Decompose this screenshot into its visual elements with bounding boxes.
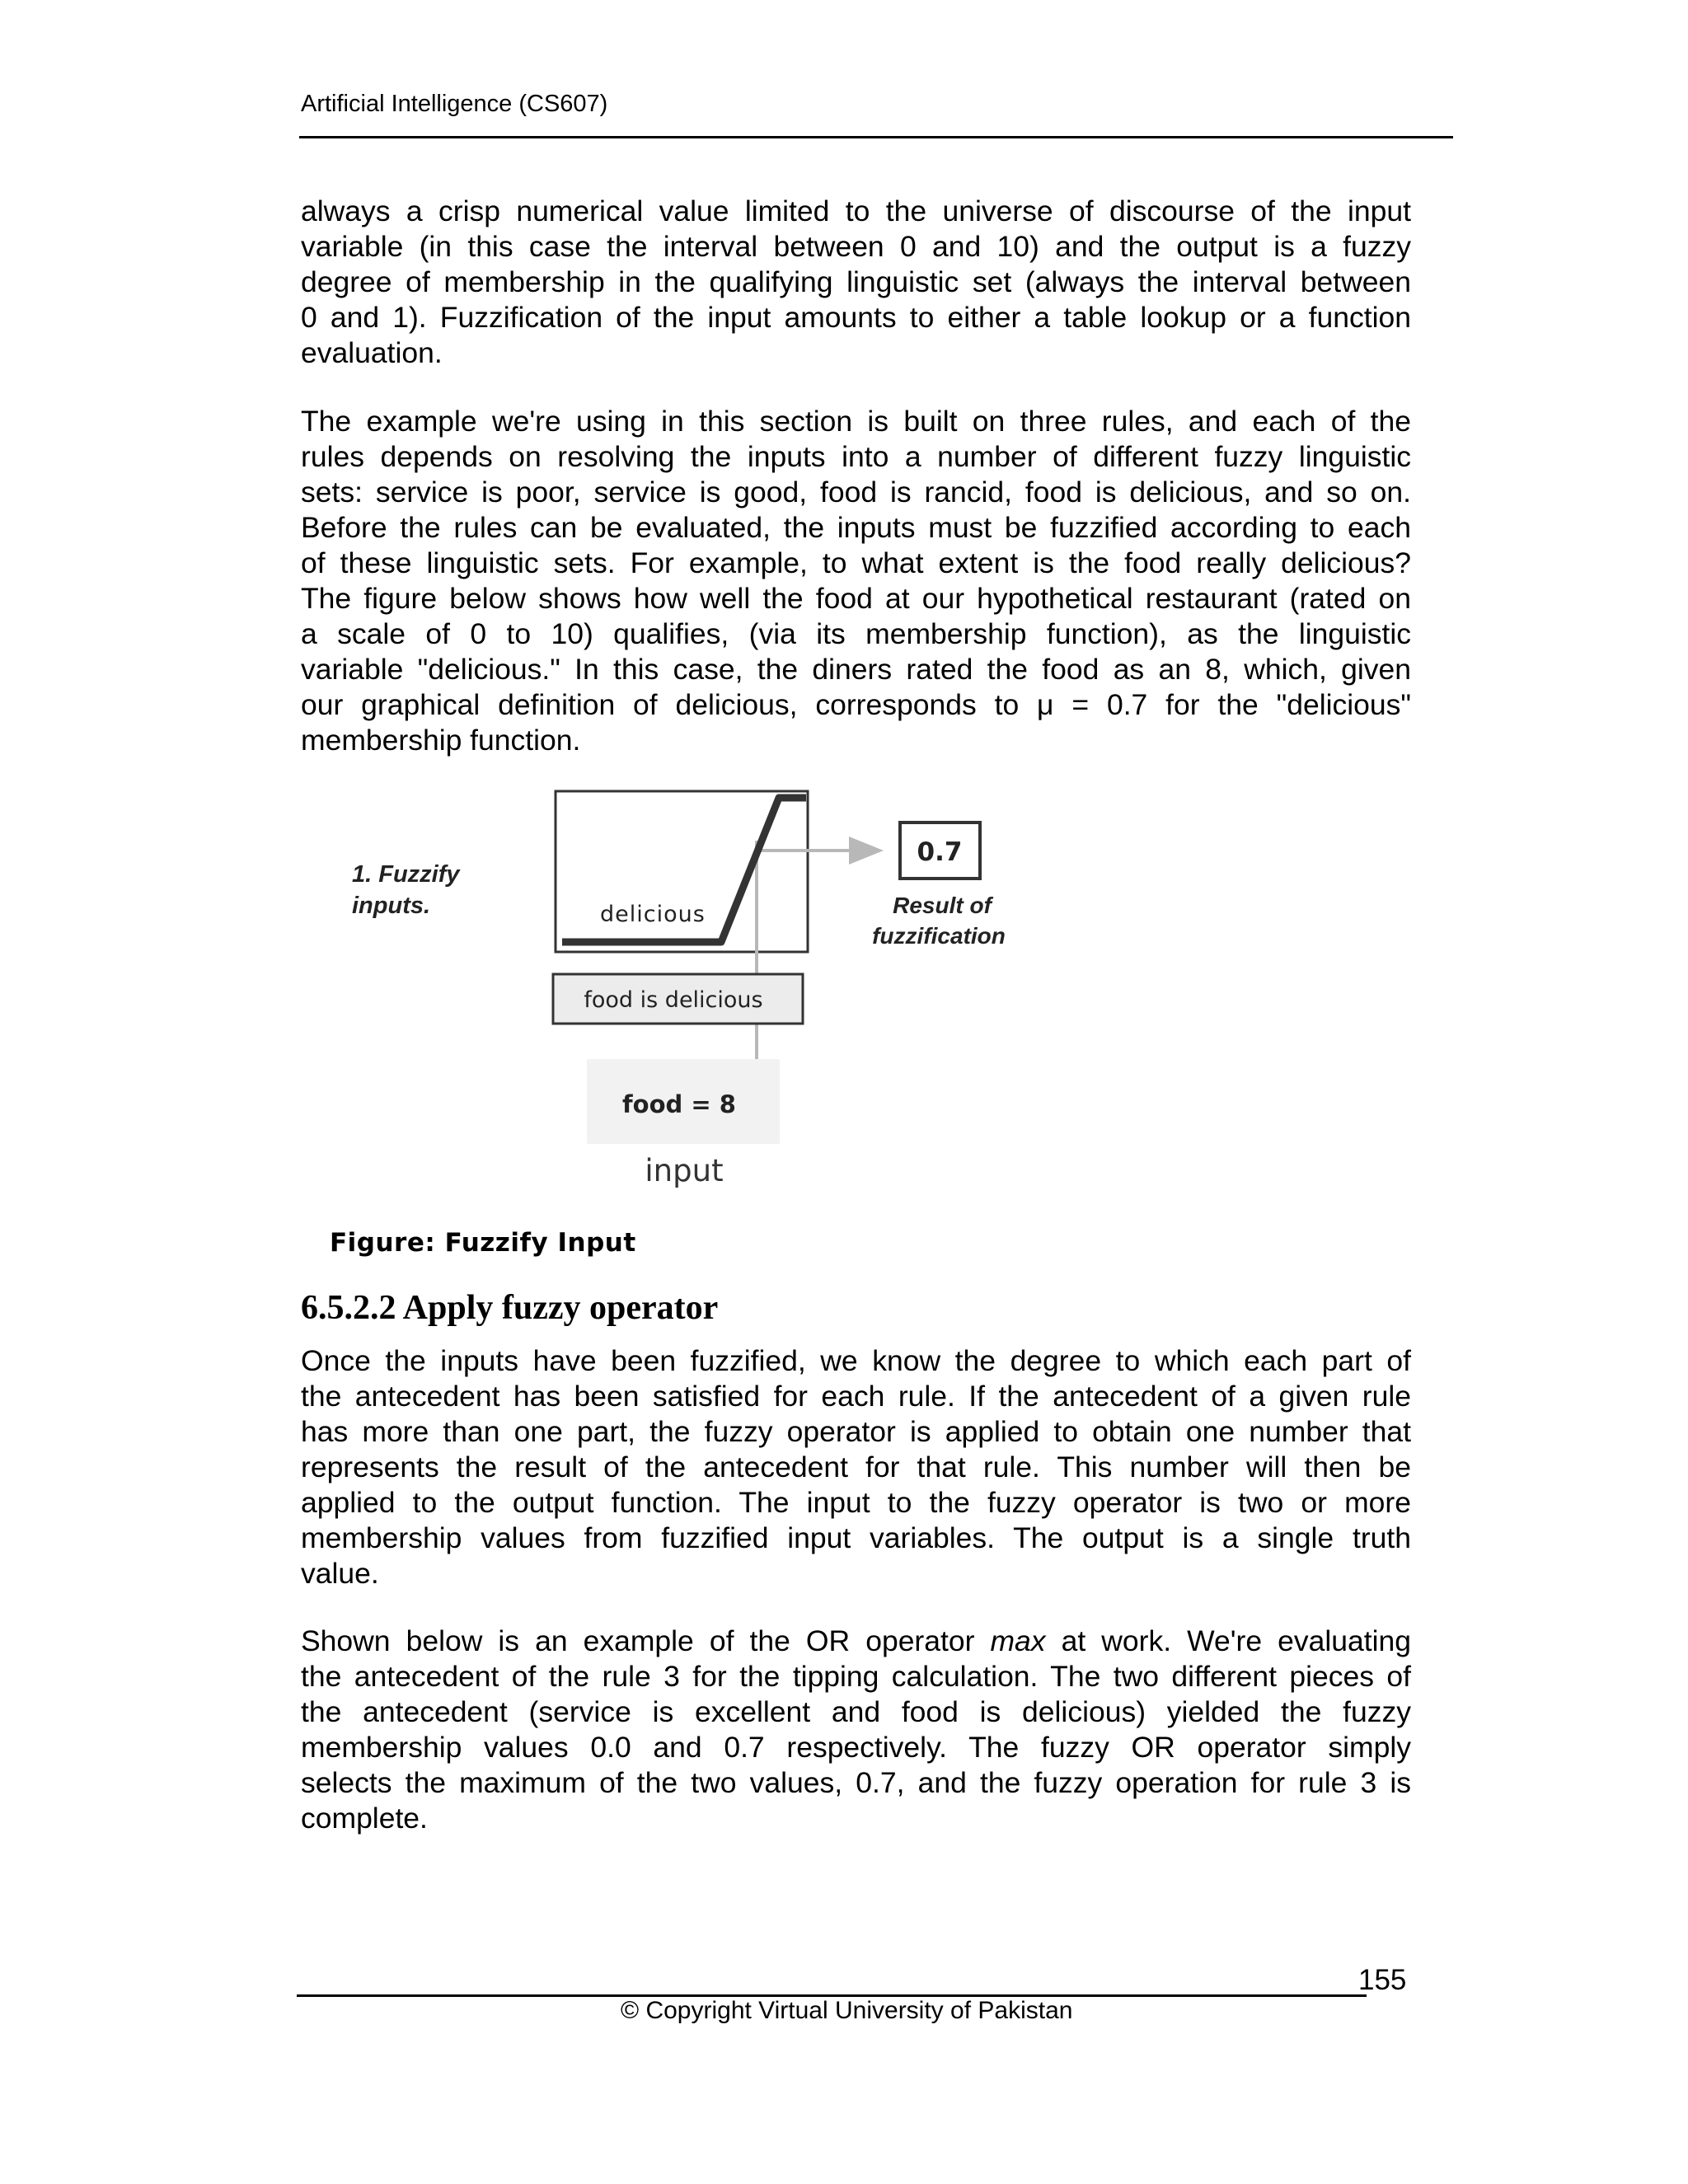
paragraph-apply-operator — [301, 1343, 1411, 1591]
text-line: complete. — [301, 1802, 428, 1835]
running-header: Artificial Intelligence (CS607) — [301, 91, 608, 117]
figure-caption: Figure: Fuzzify Input — [330, 1228, 636, 1258]
text-line: The example we're using in this section is built on three rules, and each of the — [301, 405, 1411, 438]
text-line: variable (in this case the interval between 0 and 10) and the output is a fuzzy — [301, 230, 1411, 263]
text-line: the antecedent of the rule 3 for the tipping calculation. The two different pieces of — [301, 1660, 1411, 1693]
membership-label: delicious — [600, 902, 706, 927]
result-label-line1: Result of — [893, 893, 992, 918]
output-arrow-head — [849, 837, 884, 865]
text-line: membership values 0.0 and 0.7 respectively. The fuzzy OR operator simply — [301, 1731, 1411, 1764]
rule-label: food is delicious — [584, 987, 763, 1013]
text-line: membership values from fuzzified input variables. The output is a single truth — [301, 1521, 1411, 1554]
section-heading: 6.5.2.2 Apply fuzzy operator — [301, 1289, 719, 1327]
text-line: a scale of 0 to 10) qualifies, (via its membership function), as the linguistic — [301, 617, 1411, 650]
step-label-line2: inputs. — [352, 893, 431, 919]
text-segment: Shown below is an example of the OR operator — [301, 1624, 991, 1657]
text-line: represents the result of the antecedent for that rule. This number will then be — [301, 1451, 1411, 1483]
text-line — [301, 1624, 1411, 1659]
text-line: has more than one part, the fuzzy operator is applied to obtain one number that — [301, 1415, 1411, 1448]
text-line: always a crisp numerical value limited to the universe of discourse of the input — [301, 194, 1411, 227]
text-line: 0 and 1). Fuzzification of the input amounts to either a table lookup or a function — [301, 301, 1411, 334]
step-label-line1: 1. Fuzzify — [352, 861, 460, 888]
text-line: Before the rules can be evaluated, the inputs must be fuzzified according to each — [301, 511, 1411, 544]
text-line: rules depends on resolving the inputs into a number of different fuzzy linguistic — [301, 440, 1411, 473]
result-label-line2: fuzzification — [872, 923, 1006, 949]
text-line: evaluation. — [301, 336, 443, 369]
paragraph-or-operator-example — [301, 1624, 1411, 1836]
result-value: 0.7 — [917, 837, 963, 867]
text-line: the antecedent (service is excellent and food is delicious) yielded the fuzzy — [301, 1695, 1411, 1728]
text-line: sets: service is poor, service is good, food is rancid, food is delicious, and so on. — [301, 476, 1411, 509]
copyright-notice: © Copyright Virtual University of Pakistan — [621, 1997, 1073, 2024]
text-line: degree of membership in the qualifying linguistic set (always the interval between — [301, 265, 1411, 298]
text-line: the antecedent has been satisfied for each rule. If the antecedent of a given rule — [301, 1380, 1411, 1413]
text-line: selects the maximum of the two values, 0.7, and the fuzzy operation for rule 3 is — [301, 1766, 1411, 1799]
text-segment: at work. We're evaluating — [1045, 1624, 1411, 1657]
input-value: food = 8 — [622, 1090, 736, 1118]
text-line: value. — [301, 1557, 379, 1590]
text-line: our graphical definition of delicious, corresponds to μ = 0.7 for the "delicious" — [301, 688, 1411, 721]
input-caption: input — [645, 1153, 724, 1188]
text-line: applied to the output function. The input to the fuzzy operator is two or more — [301, 1486, 1411, 1519]
text-line: The figure below shows how well the food at our hypothetical restaurant (rated on — [301, 582, 1411, 615]
text-line: membership function. — [301, 724, 581, 757]
text-line: Once the inputs have been fuzzified, we know the degree to which each part of — [301, 1344, 1411, 1377]
italic-term-max: max — [990, 1624, 1046, 1657]
text-line: of these linguistic sets. For example, to what extent is the food really delicious? — [301, 546, 1411, 579]
text-line: variable "delicious." In this case, the diners rated the food as an 8, which, given — [301, 653, 1411, 686]
page-number: 155 — [1358, 1964, 1407, 1996]
